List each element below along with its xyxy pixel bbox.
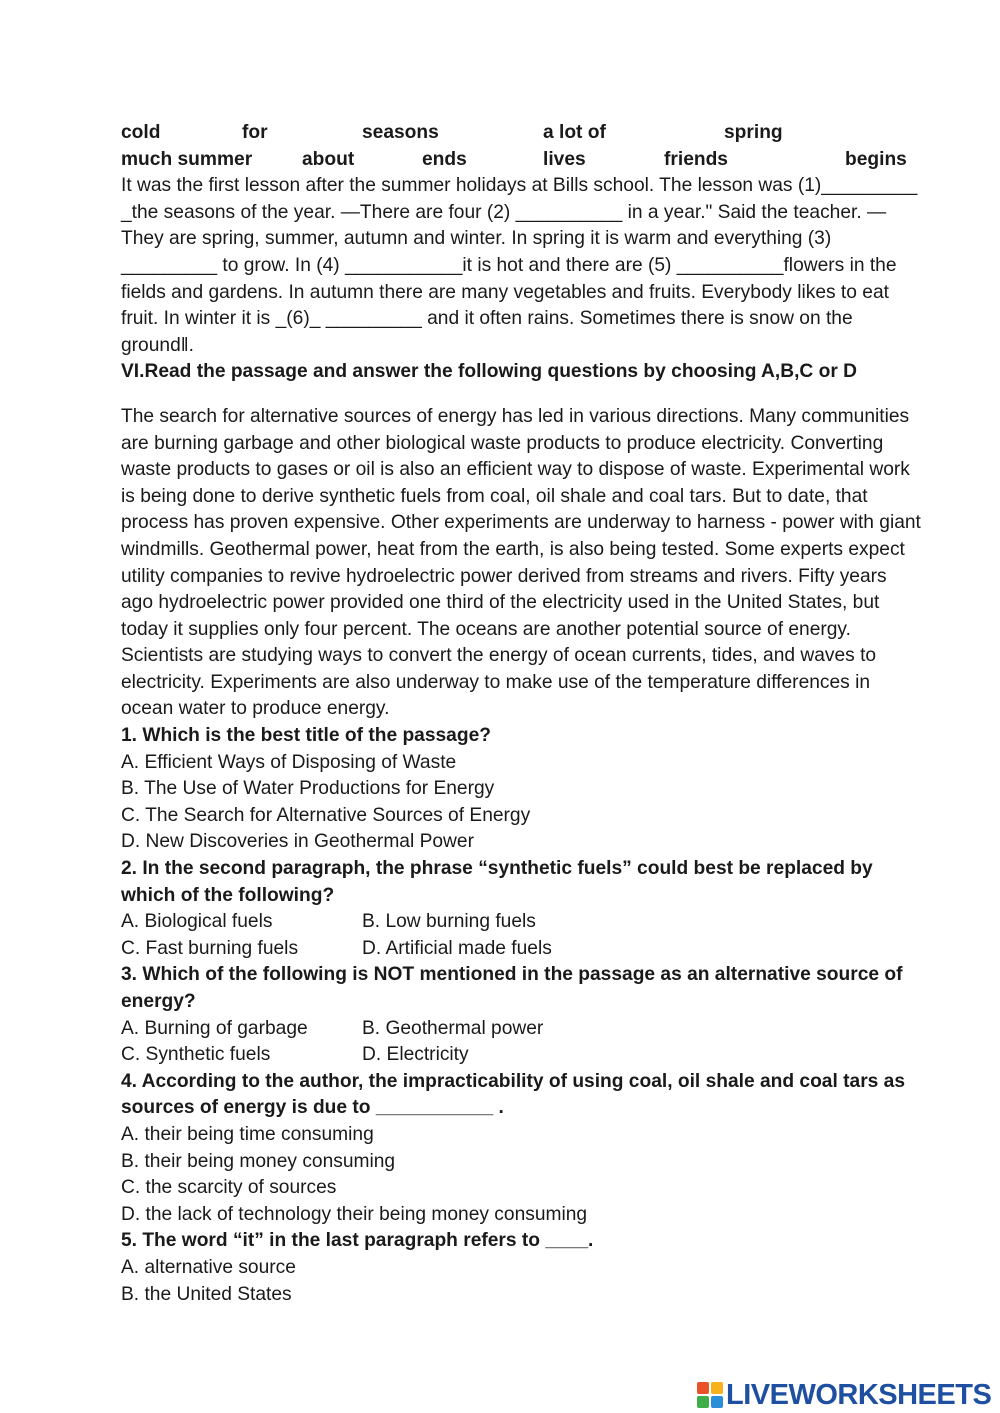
- options-row: [121, 1016, 921, 1043]
- logo-mark-icon: [697, 1382, 723, 1408]
- word-box-word: spring: [724, 122, 783, 143]
- question-1: 1. Which is the best title of the passage?: [121, 725, 491, 747]
- option-3b[interactable]: B. Geothermal power: [362, 1017, 544, 1039]
- options-row: [121, 909, 921, 936]
- word-box-word: seasons: [362, 122, 439, 143]
- option-1a[interactable]: A. Efficient Ways of Disposing of Waste: [121, 751, 457, 773]
- word-box-word: begins: [845, 148, 907, 170]
- reading-passage: The search for alternative sources of energy has led in various directions. Many communities are burning garbage and other biological waste products to produce electricity. Converting waste products to gases or oil is also an efficient way to dispose of waste. Experimental work is being done to derive synthetic fuels from coal, oil shale and coal tars. But to date, that process has proven expensive. Other experiments are underway to harness - power with giant windmills. Geothermal power, heat from the earth, is also being tested. Some experts expect utility companies to revive hydroelectric power derived from streams and rivers. Fifty years ago hydroelectric power provided one third of the electricity used in the United States, but today it supplies only four percent. The oceans are another potential source of energy. Scientists are studying ways to convert the energy of ocean currents, tides, and waves to electricity. Experiments are also underway to make use of the temperature differences in ocean water to produce energy.: [121, 405, 921, 720]
- word-box-word: ends: [422, 148, 467, 170]
- option-3d[interactable]: D. Electricity: [362, 1044, 469, 1066]
- worksheet-page: [121, 120, 921, 1308]
- section-heading: VI.Read the passage and answer the following questions by choosing A,B,C or D: [121, 361, 857, 383]
- logo-tile: [711, 1382, 723, 1394]
- word-box-word: much summer: [121, 148, 253, 170]
- word-box-word: a lot of: [543, 122, 606, 143]
- options-row: [121, 1042, 921, 1069]
- option-5b[interactable]: B. the United States: [121, 1283, 292, 1305]
- option-3a[interactable]: A. Burning of garbage: [121, 1017, 308, 1039]
- word-box-row-1: [121, 120, 921, 147]
- option-1d[interactable]: D. New Discoveries in Geothermal Power: [121, 831, 474, 853]
- option-3c[interactable]: C. Synthetic fuels: [121, 1044, 271, 1066]
- word-box-row-2: [121, 147, 921, 174]
- word-box-word: about: [302, 148, 355, 170]
- word-box-word: for: [242, 122, 268, 143]
- cloze-passage: It was the first lesson after the summer holidays at Bills school. The lesson was (1)_________ _the seasons of the year. —There are four (2) __________ in a year." Said the teacher. —They are spring, summer, autumn and winter. In spring it is warm and everything (3) _________ to grow. In (4) ___________it is hot and there are (5) __________flowers in the fields and gardens. In autumn there are many vegetables and fruits. Everybody likes to eat fruit. In winter it is _(6)_ _________ and it often rains. Sometimes there is snow on the ground‖.: [121, 175, 918, 356]
- word-box-word: cold: [121, 122, 161, 143]
- option-1c[interactable]: C. The Search for Alternative Sources of Energy: [121, 804, 531, 826]
- option-4d[interactable]: D. the lack of technology their being money consuming: [121, 1203, 588, 1225]
- logo-tile: [711, 1396, 723, 1408]
- option-1b[interactable]: B. The Use of Water Productions for Energy: [121, 778, 495, 800]
- liveworksheets-logo: [697, 1378, 991, 1412]
- logo-tile: [697, 1382, 709, 1394]
- option-4a[interactable]: A. their being time consuming: [121, 1123, 374, 1145]
- option-2b[interactable]: B. Low burning fuels: [362, 911, 536, 933]
- option-4c[interactable]: C. the scarcity of sources: [121, 1177, 337, 1199]
- question-2: 2. In the second paragraph, the phrase “synthetic fuels” could best be replaced by which of the following?: [121, 858, 873, 906]
- question-4: 4. According to the author, the impracticability of using coal, oil shale and coal tars as sources of energy is due to ___________ .: [121, 1070, 906, 1119]
- option-2a[interactable]: A. Biological fuels: [121, 911, 273, 933]
- word-box-word: friends: [664, 148, 728, 170]
- option-5a[interactable]: A. alternative source: [121, 1256, 296, 1278]
- option-2c[interactable]: C. Fast burning fuels: [121, 937, 299, 959]
- logo-tile: [697, 1396, 709, 1408]
- option-4b[interactable]: B. their being money consuming: [121, 1150, 396, 1172]
- word-box-word: lives: [543, 148, 586, 170]
- options-row: [121, 936, 921, 963]
- option-2d[interactable]: D. Artificial made fuels: [362, 937, 552, 959]
- logo-text: LIVEWORKSHEETS: [726, 1378, 992, 1411]
- question-5: 5. The word “it” in the last paragraph refers to ____.: [121, 1230, 594, 1252]
- question-3: 3. Which of the following is NOT mentioned in the passage as an alternative source of energy?: [121, 964, 903, 1012]
